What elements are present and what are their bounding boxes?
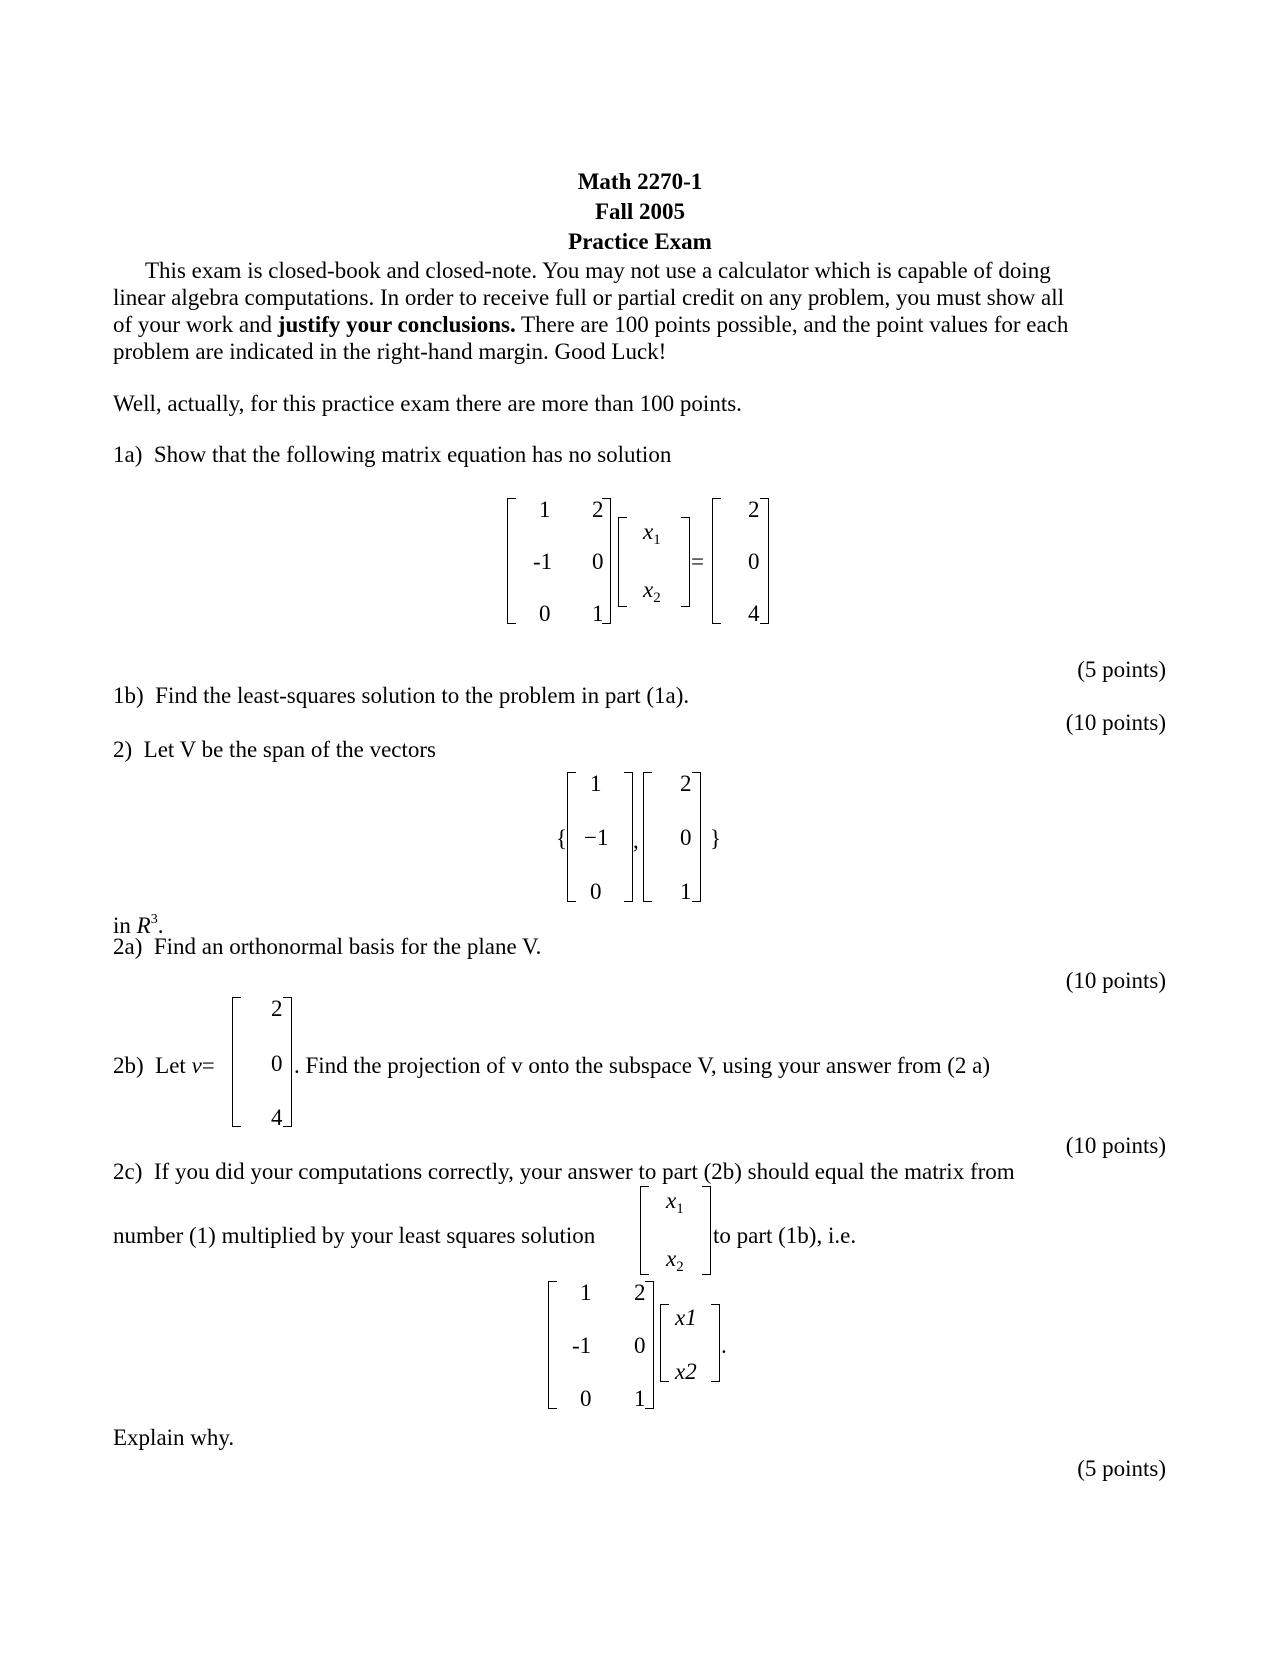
problem-2c bbox=[113, 1158, 1015, 1186]
problem-2c-line-2-post: to part (1b), i.e. bbox=[713, 1223, 857, 1248]
problem-1b-label: 1b) bbox=[113, 683, 144, 708]
ls-x1 bbox=[666, 1188, 684, 1222]
a-cell-2-1: -1 bbox=[533, 549, 553, 574]
a-cell-2-2: 0 bbox=[592, 549, 604, 574]
x-cell-1 bbox=[643, 519, 661, 553]
points-2b: (10 points) bbox=[1065, 1133, 1166, 1158]
problem-2c-label: 2c) bbox=[113, 1159, 143, 1184]
vector-2-right-bracket bbox=[692, 772, 701, 902]
matrix-a2-left-bracket bbox=[548, 1281, 557, 1409]
xs-cell-1: x1 bbox=[675, 1305, 697, 1330]
problem-1a bbox=[113, 441, 671, 469]
problem-1b bbox=[113, 682, 689, 710]
problem-2c-line-2-pre: number (1) multiplied by your least squares solution bbox=[113, 1223, 596, 1248]
problem-2-text: Let V be the span of the vectors bbox=[143, 737, 436, 762]
intro-line-4: problem are indicated in the right-hand margin. Good Luck! bbox=[113, 339, 667, 364]
vector-1-left-bracket bbox=[567, 772, 576, 902]
intro-line-3-pre: of your work and bbox=[113, 312, 278, 337]
vector-v-right-bracket bbox=[283, 997, 292, 1127]
a2-cell-1-1: 1 bbox=[580, 1280, 592, 1305]
problem-2b-label: 2b) bbox=[113, 1053, 144, 1078]
points-2a: (10 points) bbox=[1065, 968, 1166, 993]
x2-subscript: 2 bbox=[653, 590, 661, 606]
problem-2-label: 2) bbox=[113, 737, 133, 762]
b-cell-3: 4 bbox=[748, 601, 760, 626]
equals-sign: = bbox=[691, 549, 704, 574]
vector-v-left-bracket bbox=[232, 997, 241, 1127]
intro-emphasis: justify your conclusions. bbox=[277, 312, 516, 337]
ls-x1-subscript: 1 bbox=[676, 1201, 684, 1217]
x2-letter: x bbox=[643, 577, 654, 602]
a-cell-3-1: 0 bbox=[539, 601, 551, 626]
a2-cell-2-1: -1 bbox=[572, 1333, 592, 1358]
set-open-brace: { bbox=[556, 826, 568, 851]
a-cell-3-2: 1 bbox=[592, 601, 604, 626]
matrix-a2-right-bracket bbox=[645, 1281, 654, 1409]
matrix-x-right-bracket bbox=[681, 517, 690, 607]
exam-title: Practice Exam bbox=[568, 229, 712, 254]
ls-vector-left-bracket bbox=[640, 1186, 649, 1275]
problem-2a bbox=[113, 933, 541, 961]
b-cell-2: 0 bbox=[748, 549, 760, 574]
explain-why: Explain why. bbox=[113, 1425, 235, 1450]
ls-vector-right-bracket bbox=[702, 1186, 711, 1275]
vector-1-right-bracket bbox=[624, 772, 633, 902]
vvec-cell-3: 4 bbox=[271, 1105, 283, 1130]
v-equals: = bbox=[201, 1053, 215, 1078]
problem-1a-text: Show that the following matrix equation has no solution bbox=[153, 442, 672, 467]
a-cell-1-1: 1 bbox=[539, 497, 551, 522]
problem-2a-text: Find an orthonormal basis for the plane V. bbox=[153, 934, 542, 959]
intro-line-3-post: There are 100 points possible, and the point values for each bbox=[515, 312, 1069, 337]
v2-cell-2: 0 bbox=[680, 825, 692, 850]
x-cell-2 bbox=[643, 577, 661, 611]
matrix-a-left-bracket bbox=[507, 498, 516, 624]
space-period: . bbox=[157, 913, 164, 938]
problem-2a-label: 2a) bbox=[113, 934, 143, 959]
let-word: Let bbox=[155, 1053, 186, 1078]
points-1b: (10 points) bbox=[1065, 710, 1166, 735]
a2-cell-1-2: 2 bbox=[634, 1280, 646, 1305]
x1-letter: x bbox=[643, 519, 654, 544]
in-word: in bbox=[113, 913, 137, 938]
matrix-xs-left-bracket bbox=[660, 1304, 669, 1382]
x1-subscript: 1 bbox=[653, 532, 661, 548]
v1-cell-1: 1 bbox=[590, 771, 602, 796]
set-close-brace: } bbox=[710, 826, 722, 851]
ls-x2-subscript: 2 bbox=[676, 1259, 684, 1275]
problem-2 bbox=[113, 736, 436, 764]
v1-cell-2: −1 bbox=[584, 825, 609, 850]
problem-2b-text: . Find the projection of v onto the subspace V, using your answer from (2 a) bbox=[294, 1053, 991, 1078]
ls-x1-letter: x bbox=[666, 1188, 677, 1213]
problem-1b-text: Find the least-squares solution to the problem in part (1a). bbox=[155, 683, 690, 708]
problem-2c-text: If you did your computations correctly, your answer to part (2b) should equal the matrix from bbox=[153, 1159, 1015, 1184]
vector-2-left-bracket bbox=[643, 772, 652, 902]
a2-cell-2-2: 0 bbox=[634, 1333, 646, 1358]
vvec-cell-2: 0 bbox=[271, 1051, 283, 1076]
matrix-b-left-bracket bbox=[712, 498, 721, 624]
ls-x2 bbox=[666, 1246, 684, 1280]
matrix-x-left-bracket bbox=[618, 517, 627, 607]
v2-cell-1: 2 bbox=[680, 771, 692, 796]
v-symbol: v bbox=[191, 1053, 202, 1078]
intro-line-2: linear algebra computations. In order to receive full or partial credit on any problem, you must show all bbox=[113, 285, 1065, 310]
v1-cell-3: 0 bbox=[590, 879, 602, 904]
xs-cell-2: x2 bbox=[675, 1359, 697, 1384]
term: Fall 2005 bbox=[594, 199, 686, 224]
problem-2b-label-line bbox=[113, 1052, 215, 1080]
matrix-xs-right-bracket bbox=[711, 1304, 720, 1382]
vector-comma: , bbox=[633, 828, 639, 853]
matrix-b-right-bracket bbox=[760, 498, 769, 624]
space-exponent: 3 bbox=[150, 912, 158, 927]
course-title: Math 2270-1 bbox=[577, 169, 703, 194]
problem-1a-label: 1a) bbox=[113, 442, 143, 467]
vvec-cell-1: 2 bbox=[271, 996, 283, 1021]
a2-cell-3-2: 1 bbox=[634, 1386, 646, 1411]
points-2c: (5 points) bbox=[1077, 1456, 1166, 1481]
v2-cell-3: 1 bbox=[680, 879, 692, 904]
a2-cell-3-1: 0 bbox=[580, 1386, 592, 1411]
product-period: . bbox=[721, 1333, 727, 1358]
intro-note: Well, actually, for this practice exam there are more than 100 points. bbox=[113, 391, 742, 416]
intro-line-1: This exam is closed-book and closed-note. You may not use a calculator which is capable of doing bbox=[145, 258, 1051, 283]
points-1a: (5 points) bbox=[1077, 657, 1166, 682]
b-cell-1: 2 bbox=[748, 497, 760, 522]
a-cell-1-2: 2 bbox=[592, 497, 604, 522]
ls-x2-letter: x bbox=[666, 1246, 677, 1271]
space-symbol: R bbox=[136, 913, 151, 938]
intro-line-3 bbox=[113, 311, 1068, 339]
